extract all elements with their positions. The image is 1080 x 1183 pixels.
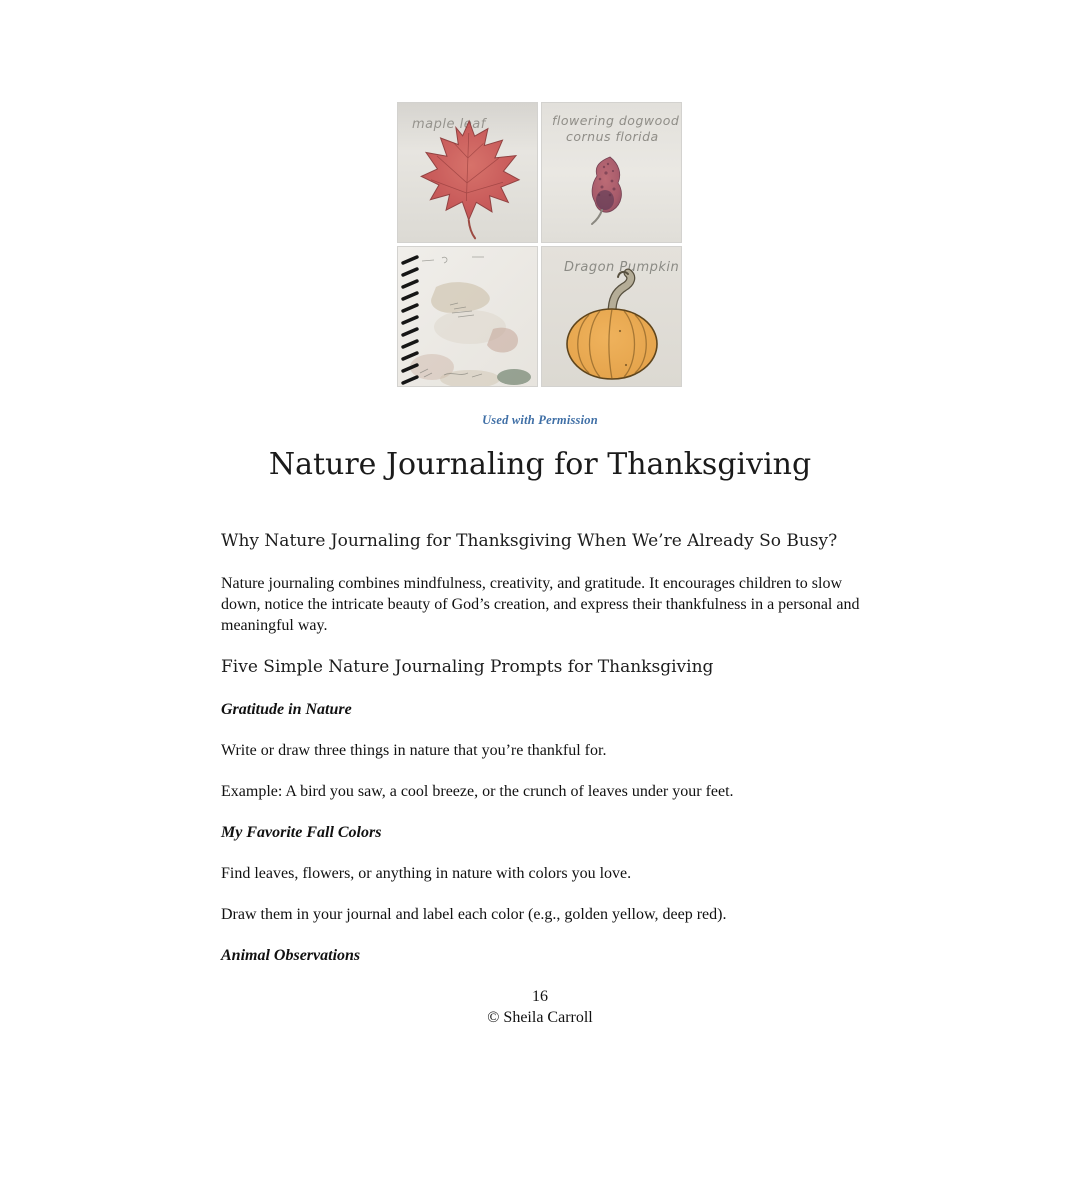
figure-caption: Used with Permission xyxy=(482,413,598,427)
prompt-title-gratitude: Gratitude in Nature xyxy=(221,701,352,718)
article-body xyxy=(221,530,873,966)
prompt-gratitude-line-1: Write or draw three things in nature that you’re thankful for. xyxy=(221,742,607,759)
copyright-line: © Sheila Carroll xyxy=(487,1009,593,1026)
maple-leaf-label: maple leaf xyxy=(411,117,486,132)
section-heading-prompts: Five Simple Nature Journaling Prompts for Thanksgiving xyxy=(221,657,714,677)
journal-page-image xyxy=(398,247,537,386)
maple-leaf-image xyxy=(398,103,537,242)
dogwood-illustration xyxy=(542,103,681,242)
pumpkin-illustration xyxy=(542,247,681,386)
section-heading-why: Why Nature Journaling for Thanksgiving When We’re Already So Busy? xyxy=(221,531,838,551)
page-footer xyxy=(0,986,1080,1028)
pumpkin-label: Dragon Pumpkin xyxy=(563,260,679,275)
page-number: 16 xyxy=(532,988,548,1005)
dogwood-leaf-image xyxy=(542,103,681,242)
prompt-fall-colors-line-1: Find leaves, flowers, or anything in nature with colors you love. xyxy=(221,865,632,882)
prompt-title-fall-colors: My Favorite Fall Colors xyxy=(221,824,382,841)
figure-grid xyxy=(398,103,683,386)
prompt-title-animal-observations: Animal Observations xyxy=(221,947,361,964)
prompt-fall-colors-line-2: Draw them in your journal and label each color (e.g., golden yellow, deep red). xyxy=(221,906,727,923)
journal-illustration xyxy=(398,247,537,386)
prompt-gratitude-line-2: Example: A bird you saw, a cool breeze, or the crunch of leaves under your feet. xyxy=(221,783,734,800)
pumpkin-image xyxy=(542,247,681,386)
document-page xyxy=(0,103,1080,1183)
paragraph-why: Nature journaling combines mindfulness, creativity, and gratitude. It encourages children to slow down, notice the intricate beauty of God’s creation, and express their thankfulness in a personal and meaningful way. xyxy=(221,575,860,634)
maple-leaf-illustration xyxy=(398,103,537,242)
dogwood-label-line2: cornus florida xyxy=(565,129,659,144)
dogwood-label-line1: flowering dogwood xyxy=(551,113,679,128)
page-title: Nature Journaling for Thanksgiving xyxy=(268,447,812,482)
